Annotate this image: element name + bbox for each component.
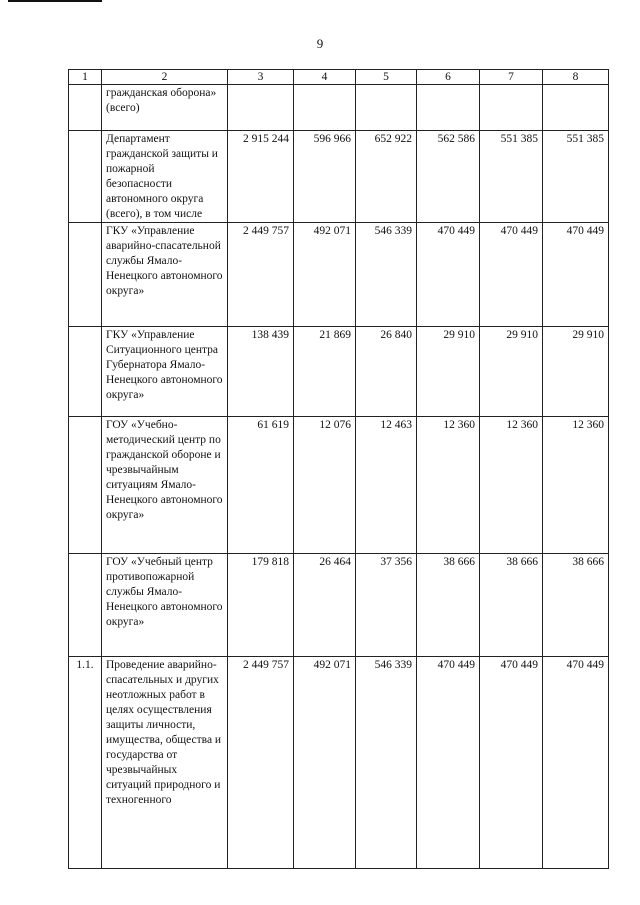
value-col-5: 26 840 xyxy=(356,327,417,417)
table-row xyxy=(69,554,609,657)
value-col-4: 596 966 xyxy=(294,131,356,223)
header-cell-4: 4 xyxy=(294,70,356,85)
header-cell-2: 2 xyxy=(102,70,228,85)
row-number xyxy=(69,131,102,223)
table-row xyxy=(69,131,609,223)
header-cell-5: 5 xyxy=(356,70,417,85)
value-col-3: 179 818 xyxy=(228,554,294,657)
value-col-3: 138 439 xyxy=(228,327,294,417)
top-rule xyxy=(8,0,102,2)
value-col-8: 470 449 xyxy=(543,657,609,869)
row-name: Департамент гражданской защиты и пожарной безопасности автономного округа (всего), в том числе xyxy=(102,131,228,223)
value-col-8: 38 666 xyxy=(543,554,609,657)
header-cell-7: 7 xyxy=(480,70,543,85)
table-row xyxy=(69,657,609,869)
value-col-3: 2 915 244 xyxy=(228,131,294,223)
value-col-6: 38 666 xyxy=(417,554,480,657)
row-number xyxy=(69,327,102,417)
row-name: ГОУ «Учебно-методический центр по гражданской обороне и чрезвычайным ситуациям Ямало-Ненецкого автономного округа» xyxy=(102,417,228,554)
value-col-7: 470 449 xyxy=(480,657,543,869)
value-col-7: 551 385 xyxy=(480,131,543,223)
row-number xyxy=(69,223,102,327)
value-col-4: 21 869 xyxy=(294,327,356,417)
row-name: Проведение аварийно-спасательных и других неотложных работ в целях осуществления защиты личности, имущества, общества и государства от чрезвычайных ситуаций природного и техногенного xyxy=(102,657,228,869)
row-number xyxy=(69,554,102,657)
value-col-3: 61 619 xyxy=(228,417,294,554)
value-col-3 xyxy=(228,85,294,131)
value-col-7: 29 910 xyxy=(480,327,543,417)
row-name: ГКУ «Управление Ситуационного центра Губернатора Ямало-Ненецкого автономного округа» xyxy=(102,327,228,417)
value-col-6: 470 449 xyxy=(417,223,480,327)
value-col-8: 12 360 xyxy=(543,417,609,554)
value-col-3: 2 449 757 xyxy=(228,223,294,327)
value-col-4 xyxy=(294,85,356,131)
row-name: гражданская оборона» (всего) xyxy=(102,85,228,131)
table-row xyxy=(69,85,609,131)
table-row xyxy=(69,327,609,417)
value-col-6: 562 586 xyxy=(417,131,480,223)
row-name: ГОУ «Учебный центр противопожарной службы Ямало-Ненецкого автономного округа» xyxy=(102,554,228,657)
value-col-5: 37 356 xyxy=(356,554,417,657)
value-col-5 xyxy=(356,85,417,131)
row-name: ГКУ «Управление аварийно-спасательной службы Ямало-Ненецкого автономного округа» xyxy=(102,223,228,327)
header-cell-8: 8 xyxy=(543,70,609,85)
budget-table xyxy=(68,69,609,869)
value-col-8: 470 449 xyxy=(543,223,609,327)
value-col-4: 26 464 xyxy=(294,554,356,657)
row-number xyxy=(69,85,102,131)
value-col-8: 29 910 xyxy=(543,327,609,417)
value-col-7: 38 666 xyxy=(480,554,543,657)
value-col-5: 546 339 xyxy=(356,657,417,869)
value-col-8 xyxy=(543,85,609,131)
value-col-7: 470 449 xyxy=(480,223,543,327)
value-col-6: 12 360 xyxy=(417,417,480,554)
value-col-6: 29 910 xyxy=(417,327,480,417)
row-number: 1.1. xyxy=(69,657,102,869)
header-cell-6: 6 xyxy=(417,70,480,85)
value-col-5: 652 922 xyxy=(356,131,417,223)
value-col-4: 12 076 xyxy=(294,417,356,554)
value-col-6: 470 449 xyxy=(417,657,480,869)
header-row xyxy=(69,70,609,85)
value-col-5: 546 339 xyxy=(356,223,417,327)
value-col-6 xyxy=(417,85,480,131)
value-col-3: 2 449 757 xyxy=(228,657,294,869)
value-col-7 xyxy=(480,85,543,131)
value-col-4: 492 071 xyxy=(294,657,356,869)
value-col-4: 492 071 xyxy=(294,223,356,327)
table-row xyxy=(69,417,609,554)
value-col-5: 12 463 xyxy=(356,417,417,554)
row-number xyxy=(69,417,102,554)
value-col-7: 12 360 xyxy=(480,417,543,554)
table-row xyxy=(69,223,609,327)
header-cell-3: 3 xyxy=(228,70,294,85)
value-col-8: 551 385 xyxy=(543,131,609,223)
header-cell-1: 1 xyxy=(69,70,102,85)
page-number: 9 xyxy=(316,36,324,51)
